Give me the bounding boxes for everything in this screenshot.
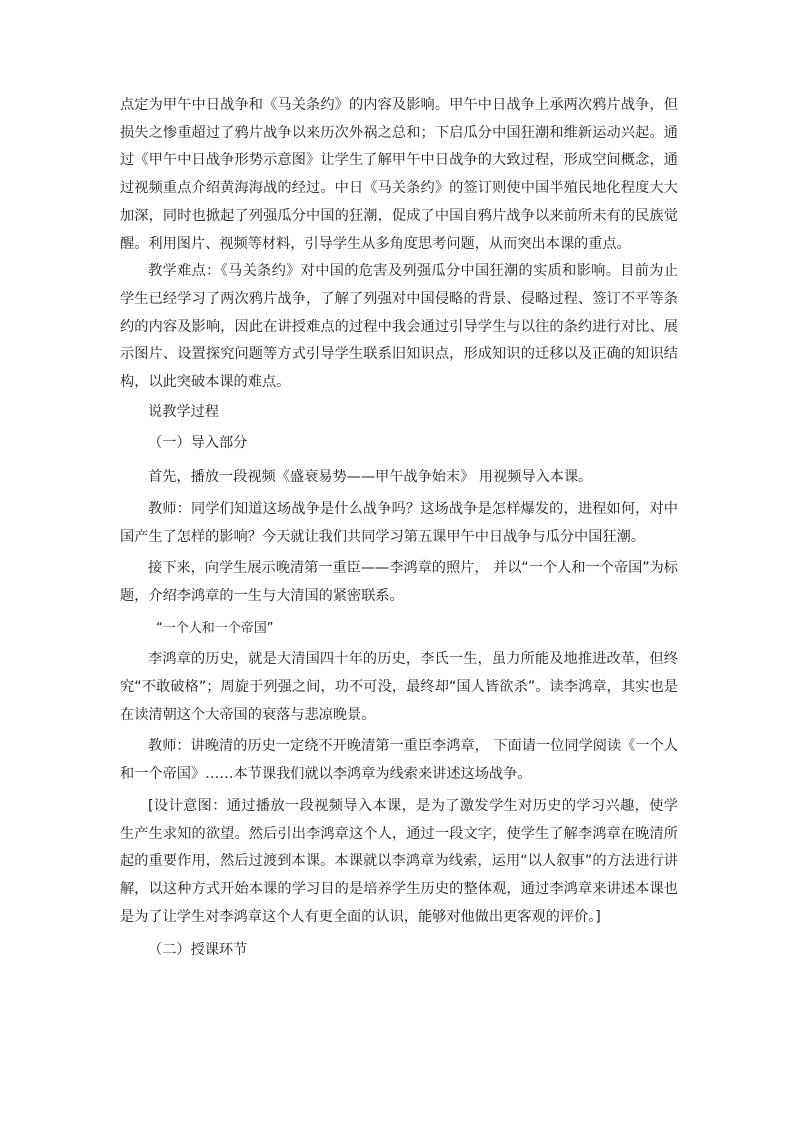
paragraph-teaching-difficulty: 教学难点：《马关条约》对中国的危害及列强瓜分中国狂潮的实质和影响。目前为止学生已经学习了两次鸦片战争，了解了列强对中国侵略的背景、侵略过程、签订不平等条约的内容及影响，因此在讲授难点的过程中我会通过引导学生与以往的条约进行对比、展示图片、设置探究问题等方式引导学生联系旧知识点，形成知识的迁移以及正确的知识结构，以此突破本课的难点。 <box>120 263 678 391</box>
heading-introduction: （一）导入部分 <box>148 435 248 452</box>
paragraph-teacher-question: 教师：同学们知道这场战争是什么战争吗？这场战争是怎样爆发的，进程如何，对中国产生了怎样的影响？今天就让我们共同学习第五课甲午中日战争与瓜分中国狂潮。 <box>120 500 678 545</box>
paragraph-teacher-reading: 教师：讲晚清的历史一定绕不开晚清第一重臣李鸿章， 下面请一位同学阅读《一个人和一个帝国》……本节课我们就以李鸿章为线索来讲述这场战争。 <box>120 738 678 783</box>
paragraph-video-intro: 首先，播放一段视频《盛衰易势——甲午战争始末》 用视频导入本课。 <box>148 469 593 486</box>
heading-teaching-section: （二）授课环节 <box>148 942 248 959</box>
document-page <box>120 92 678 965</box>
quote-title: “一个人和一个帝国” <box>156 620 274 636</box>
heading-teaching-process: 说教学过程 <box>148 403 219 420</box>
paragraph-design-intent: [设计意图：通过播放一段视频导入本课，是为了激发学生对历史的学习兴趣，使学生产生求知的欲望。然后引出李鸿章这个人，通过一段文字，使学生了解李鸿章在晚清所起的重要作用，然后过渡到本课。本课就以李鸿章为线索，运用“以人叙事”的方法进行讲解，以这种方式开始本课的学习目的是培养学生历史的整体观，通过李鸿章来讲述本课也是为了让学生对李鸿章这个人有更全面的认识，能够对他做出更客观的评价。] <box>120 797 678 925</box>
paragraph-li-hongzhang-photo: 接下来，向学生展示晚清第一重臣——李鸿章的照片， 并以“一个人和一个帝国”为标题，介绍李鸿章的一生与大清国的紧密联系。 <box>120 560 678 604</box>
paragraph-li-hongzhang-history: 李鸿章的历史，就是大清国四十年的历史，李氏一生，虽力所能及地推进改革，但终究“不敢破格”；周旋于列强之间，功不可没，最终却“国人皆欲杀”。读李鸿章，其实也是在读清朝这个大帝国的衰落与悲凉晚景。 <box>120 651 678 723</box>
paragraph-key-points: 点定为甲午中日战争和《马关条约》的内容及影响。甲午中日战争上承两次鸦片战争，但损失之惨重超过了鸦片战争以来历次外祸之总和；下启瓜分中国狂潮和维新运动兴起。通过《甲午中日战争形势示意图》让学生了解甲午中日战争的大致过程，形成空间概念，通过视频重点介绍黄海海战的经过。中日《马关条约》的签订则使中国半殖民地化程度大大加深，同时也掀起了列强瓜分中国的狂潮，促成了中国自鸦片战争以来前所未有的民族觉醒。利用图片、视频等材料，引导学生从多角度思考问题，从而突出本课的重点。 <box>120 97 678 252</box>
